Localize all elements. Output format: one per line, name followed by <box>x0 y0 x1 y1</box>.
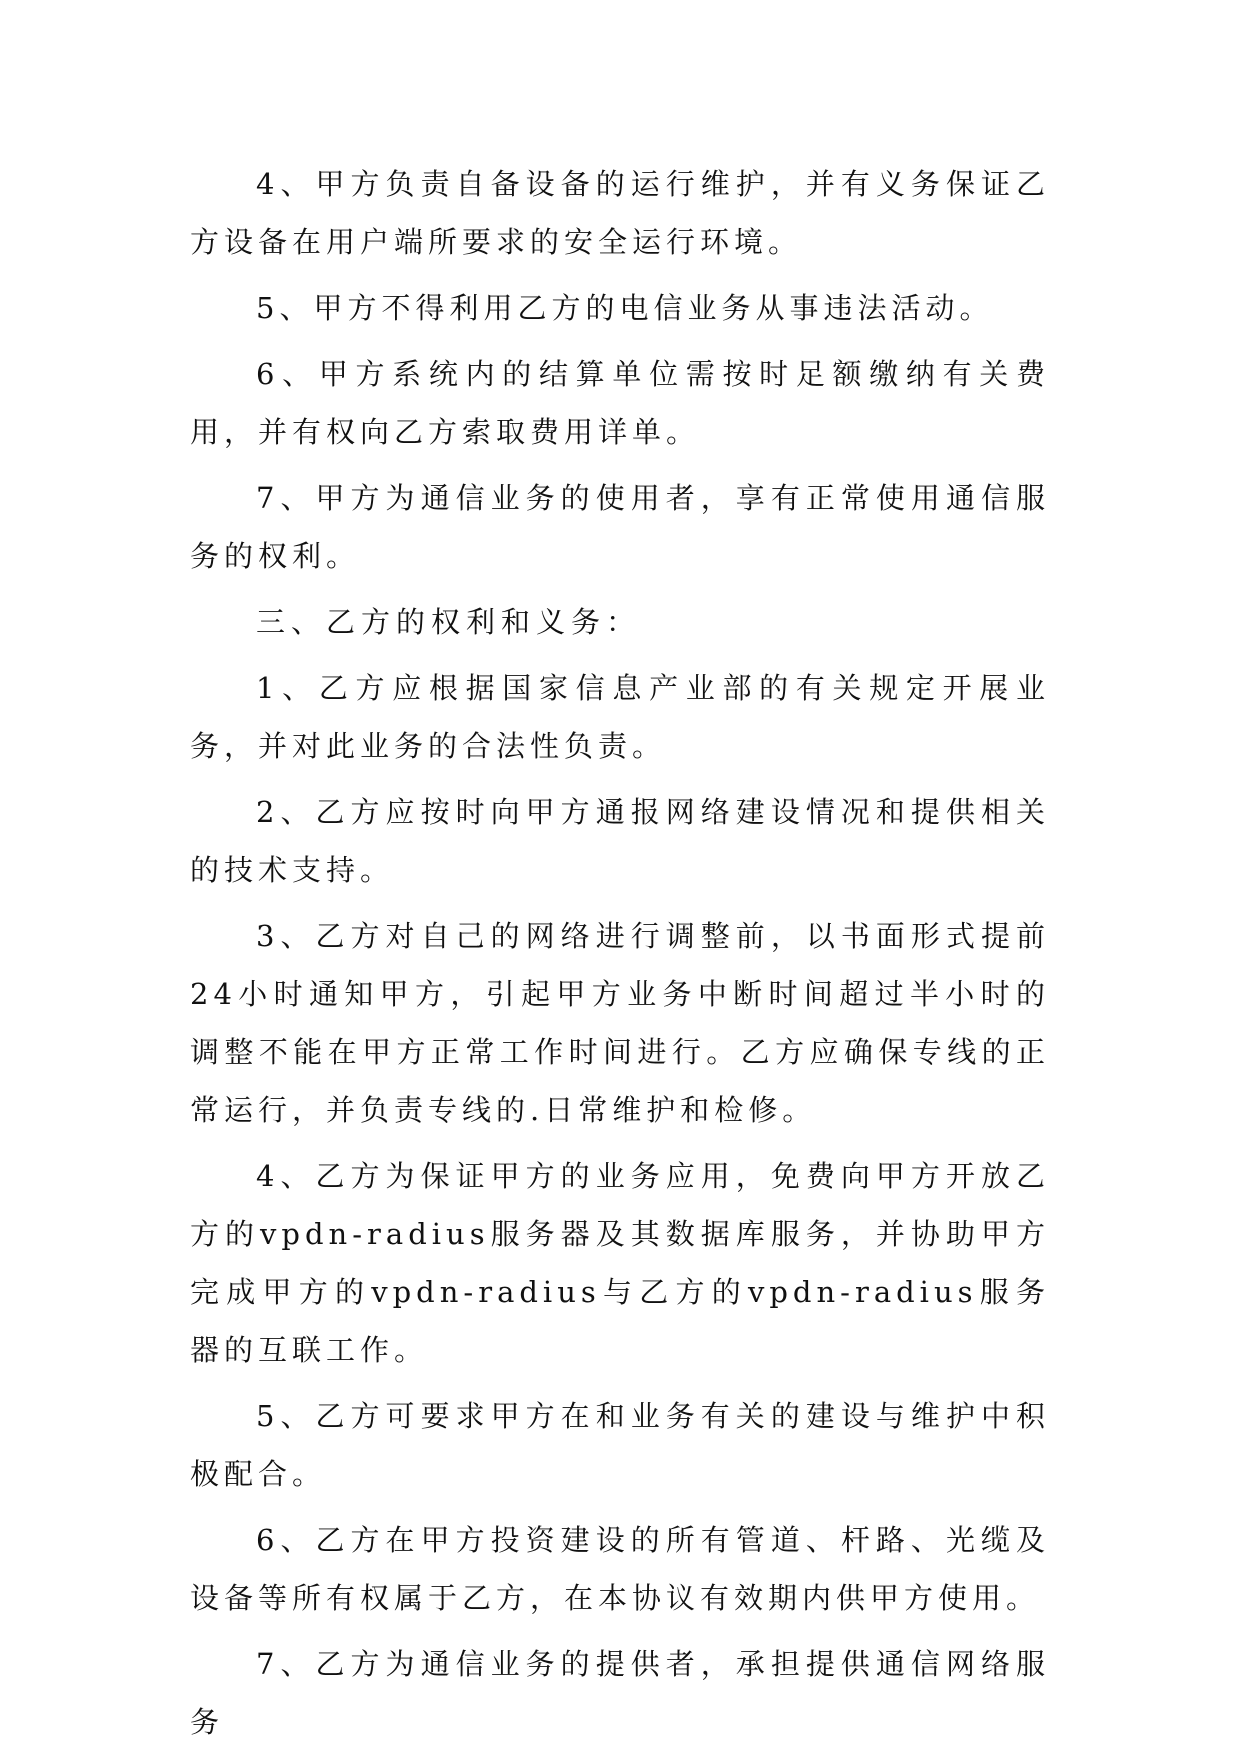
paragraph-party-b-item-2: 2、乙方应按时向甲方通报网络建设情况和提供相关的技术支持。 <box>190 795 1050 887</box>
paragraph-party-a-item-5: 5、甲方不得利用乙方的电信业务从事违法活动。 <box>256 291 994 325</box>
paragraph-party-a-item-7: 7、甲方为通信业务的使用者，享有正常使用通信服务的权利。 <box>190 481 1050 573</box>
paragraph-party-b-item-6: 6、乙方在甲方投资建设的所有管道、杆路、光缆及设备等所有权属于乙方，在本协议有效期内供甲方使用。 <box>190 1523 1050 1615</box>
section-heading-party-b-rights: 三、乙方的权利和义务： <box>256 605 642 639</box>
paragraph-party-a-item-4: 4、甲方负责自备设备的运行维护，并有义务保证乙方设备在用户端所要求的安全运行环境。 <box>190 167 1050 259</box>
paragraph-party-b-item-7: 7、乙方为通信业务的提供者，承担提供通信网络服务 <box>190 1647 1050 1739</box>
paragraph-party-b-item-5: 5、乙方可要求甲方在和业务有关的建设与维护中积极配合。 <box>190 1399 1050 1491</box>
document-body <box>190 155 1050 1759</box>
paragraph-party-b-item-4: 4、乙方为保证甲方的业务应用，免费向甲方开放乙方的vpdn-radius服务器及其数据库服务，并协助甲方完成甲方的vpdn-radius与乙方的vpdn-radius服务器的互联工作。 <box>190 1159 1050 1367</box>
paragraph-party-a-item-6: 6、甲方系统内的结算单位需按时足额缴纳有关费用，并有权向乙方索取费用详单。 <box>190 357 1050 449</box>
paragraph-party-b-item-3: 3、乙方对自己的网络进行调整前，以书面形式提前24小时通知甲方，引起甲方业务中断时间超过半小时的调整不能在甲方正常工作时间进行。乙方应确保专线的正常运行，并负责专线的.日常维护和检修。 <box>190 919 1050 1127</box>
paragraph-party-b-item-1: 1、乙方应根据国家信息产业部的有关规定开展业务，并对此业务的合法性负责。 <box>190 671 1050 763</box>
